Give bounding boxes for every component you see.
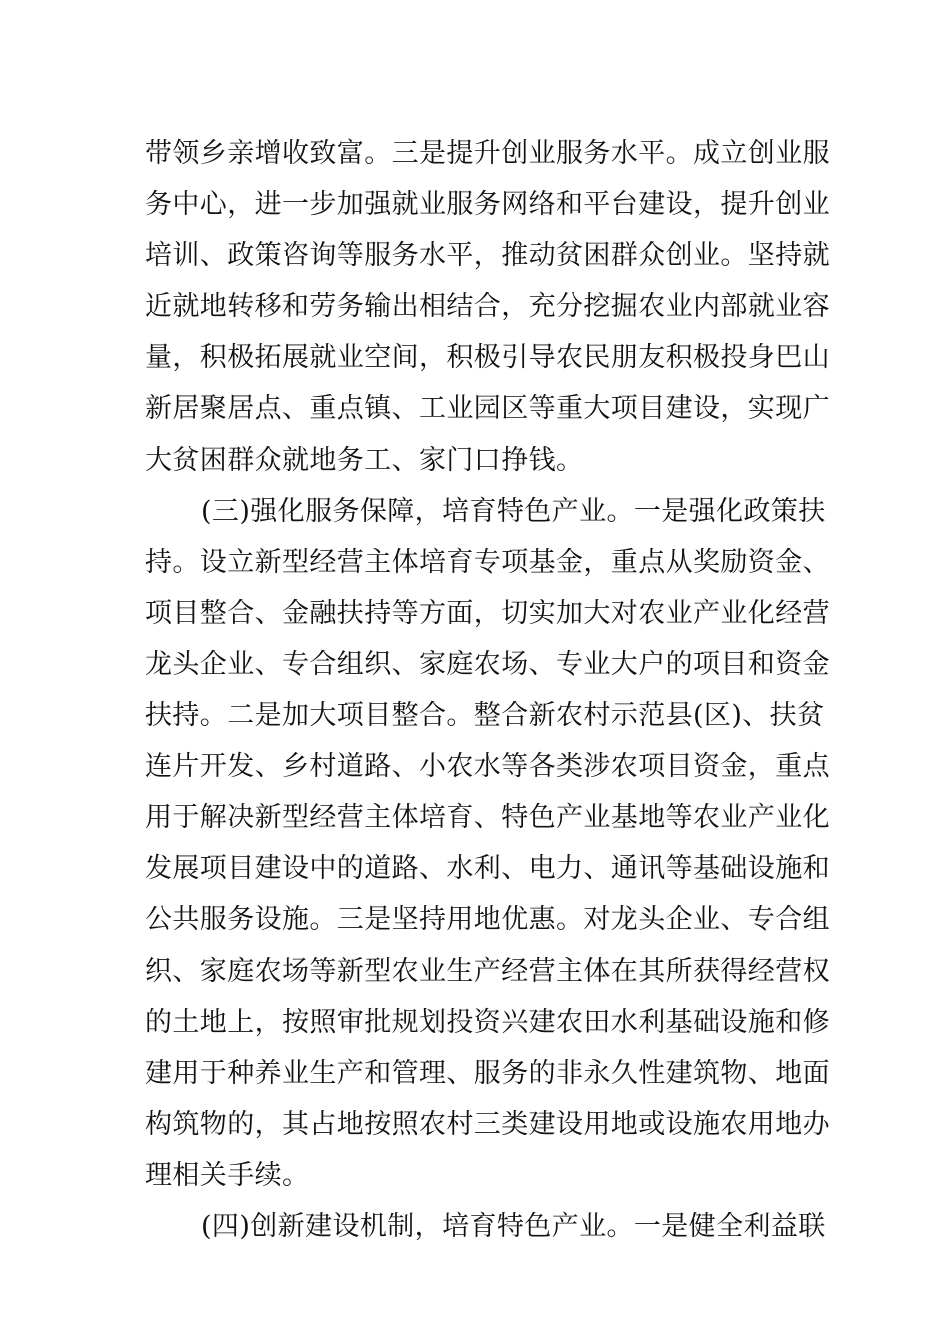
text-line: 项目整合、金融扶持等方面，切实加大对农业产业化经营 [145, 597, 830, 629]
text-line: 用于解决新型经营主体培育、特色产业基地等农业产业化 [145, 802, 830, 834]
text-line: 建用于种养业生产和管理、服务的非永久性建筑物、地面 [145, 1057, 830, 1089]
text-line: 公共服务设施。三是坚持用地优惠。对龙头企业、专合组 [145, 904, 830, 936]
text-line: 新居聚居点、重点镇、工业园区等重大项目建设，实现广 [145, 393, 830, 425]
text-line: 理相关手续。 [145, 1159, 310, 1191]
text-line: 发展项目建设中的道路、水利、电力、通讯等基础设施和 [145, 853, 830, 885]
body-text [145, 128, 830, 1252]
text-line: 大贫困群众就地务工、家门口挣钱。 [145, 444, 584, 476]
text-line: 持。设立新型经营主体培育专项基金，重点从奖励资金、 [145, 546, 830, 578]
text-line: 量，积极拓展就业空间，积极引导农民朋友积极投身巴山 [145, 342, 830, 374]
paragraph-first-line: (四)创新建设机制，培育特色产业。一是健全利益联 [201, 1210, 826, 1242]
paragraph-first-line: (三)强化服务保障，培育特色产业。一是强化政策扶 [201, 495, 826, 527]
text-line: 构筑物的，其占地按照农村三类建设用地或设施农用地办 [145, 1108, 830, 1140]
text-line: 织、家庭农场等新型农业生产经营主体在其所获得经营权 [145, 955, 830, 987]
text-line: 的土地上，按照审批规划投资兴建农田水利基础设施和修 [145, 1006, 830, 1038]
text-line: 连片开发、乡村道路、小农水等各类涉农项目资金，重点 [145, 751, 830, 783]
text-line: 近就地转移和劳务输出相结合，充分挖掘农业内部就业容 [145, 291, 830, 323]
text-line: 培训、政策咨询等服务水平，推动贫困群众创业。坚持就 [145, 240, 830, 272]
text-line: 扶持。二是加大项目整合。整合新农村示范县(区)、扶贫 [145, 700, 825, 732]
text-line: 龙头企业、专合组织、家庭农场、专业大户的项目和资金 [145, 648, 830, 680]
text-line: 务中心，进一步加强就业服务网络和平台建设，提升创业 [145, 189, 830, 221]
text-line: 带领乡亲增收致富。三是提升创业服务水平。成立创业服 [145, 138, 830, 169]
